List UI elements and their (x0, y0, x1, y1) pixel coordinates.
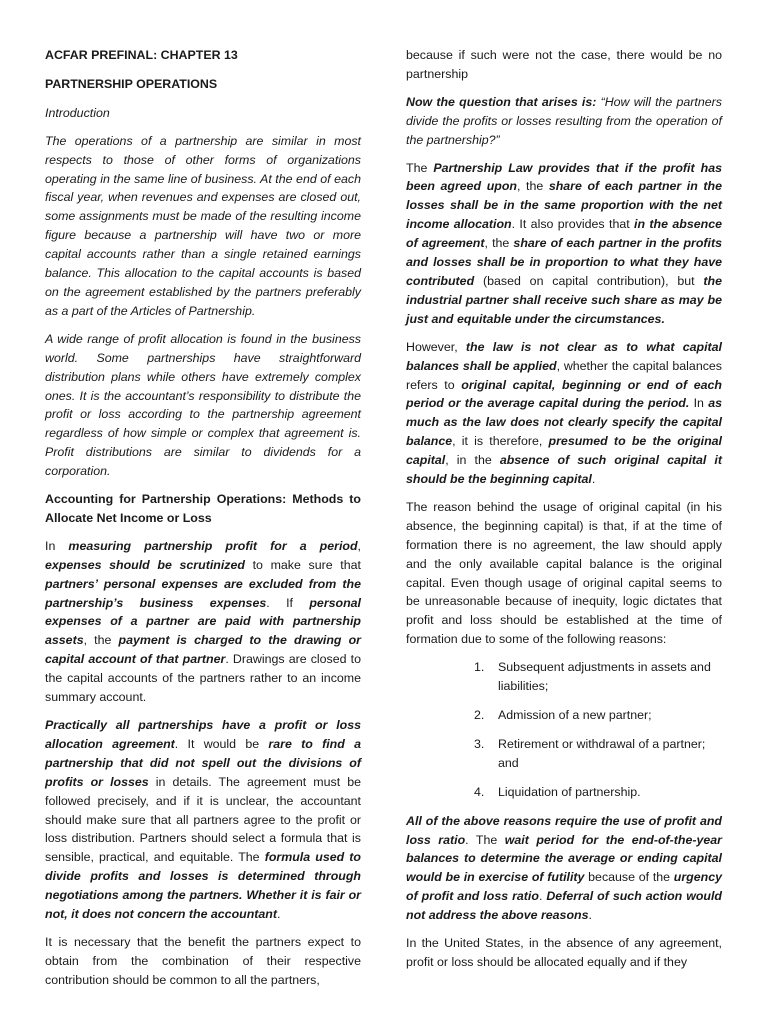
intro-paragraph-1: The operations of a partnership are similar in most respects to those of other forms of organizations operating in the same line of business. At the end of each fiscal year, when revenues and expenses are closed out, some assignments must be made of the resulting income figure because a partnership will have two or more capital accounts rather than a single retained earnings balance. This allocation to the capital accounts is based on the agreement established by the partners preferably as a part of the Articles of Partnership. (45, 133, 361, 318)
continued-paragraph: because if such were not the case, there would be no partnership (406, 48, 722, 81)
list-item: 2. Admission of a new partner; (474, 708, 652, 722)
question-paragraph: Now the question that arises is: “How will the partners divide the profits or losses resulting from the operation of the partnership?” (406, 94, 722, 147)
benefit-paragraph: It is necessary that the benefit the partners expect to obtain from the combination of their respective contribution should be common to all the partners, (45, 934, 361, 987)
chapter-subtitle: PARTNERSHIP OPERATIONS (45, 76, 218, 91)
left-column (45, 46, 361, 999)
partnership-law-paragraph: The Partnership Law provides that if the profit has been agreed upon, the share of each partner in the losses shall be in the same proportion with the net income allocation. It also provides that in the absence of agreement, the share of each partner in the profits and losses shall be in proportion to what they have contributed (based on capital contribution), but the industrial partner shall receive such share as may be just and equitable under the circumstances. (406, 160, 722, 326)
reasons-list (406, 658, 722, 801)
intro-heading: Introduction (45, 105, 110, 120)
original-capital-paragraph: The reason behind the usage of original capital (in his absence, the beginning capital) is that, if at the time of formation there is no agreement, the law should apply and the only available capital balance is the original capital. Even though usage of original capital seems to be unreasonable because of inequity, logic dictates that profit and loss should be established at the time of formation due to some of the following reasons: (406, 499, 722, 647)
list-item: 4. Liquidation of partnership. (474, 784, 641, 799)
united-states-paragraph: In the United States, in the absence of any agreement, profit or loss should be allocated equally and if they (406, 936, 722, 969)
document-title: ACFAR PREFINAL: CHAPTER 13 (45, 48, 238, 62)
list-item: 1. Subsequent adjustments in assets and liabilities; (474, 660, 711, 694)
capital-balance-paragraph: However, the law is not clear as to what capital balances shall be applied, whether the capital balances refers to original capital, beginning or end of each period or the average capital during the period. In as much as the law does not clearly specify the capital balance, it is therefore, presumed to be the original capital, in the absence of such original capital it should be the beginning capital. (406, 339, 723, 487)
section-heading: Accounting for Partnership Operations: Methods to Allocate Net Income or Loss (45, 492, 361, 525)
intro-paragraph-2: A wide range of profit allocation is found in the business world. Some partnerships have straightforward distribution plans while others have extremely complex ones. It is the accountant’s responsibility to distribute the profit or loss according to the partnership agreement regardless of how simple or complex that agreement is. Profit distributions are similar to dividends for a corporation. (45, 331, 361, 479)
list-item: 3. Retirement or withdrawal of a partner; and (474, 736, 706, 770)
right-column (406, 46, 722, 981)
expenses-paragraph: In measuring partnership profit for a period, expenses should be scrutinized to make sure that partners’ personal expenses are excluded from the partnership’s business expenses. If personal expenses of a partner are paid with partnership assets, the payment is charged to the drawing or capital account of that partner. Drawings are closed to the capital accounts of the partners rather to an income summary account. (45, 538, 362, 705)
allocation-agreement-paragraph: Practically all partnerships have a profit or loss allocation agreement. It would be rare to find a partnership that did not spell out the divisions of profits or losses in details. The agreement must be followed precisely, and if it is unclear, the accountant should make sure that all partners agree to the profit or loss distribution. Partners should select a formula that is sensible, practical, and equitable. The formula used to divide profits and losses is determined through negotiations among the partners. Whether it is fair or not, it does not concern the accountant. (45, 718, 362, 922)
profit-loss-ratio-paragraph: All of the above reasons require the use of profit and loss ratio. The wait period for the end-of-the-year balances to determine the average or ending capital would be in exercise of futility because of the urgency of profit and loss ratio. Deferral of such action would not address the above reasons. (406, 813, 722, 923)
